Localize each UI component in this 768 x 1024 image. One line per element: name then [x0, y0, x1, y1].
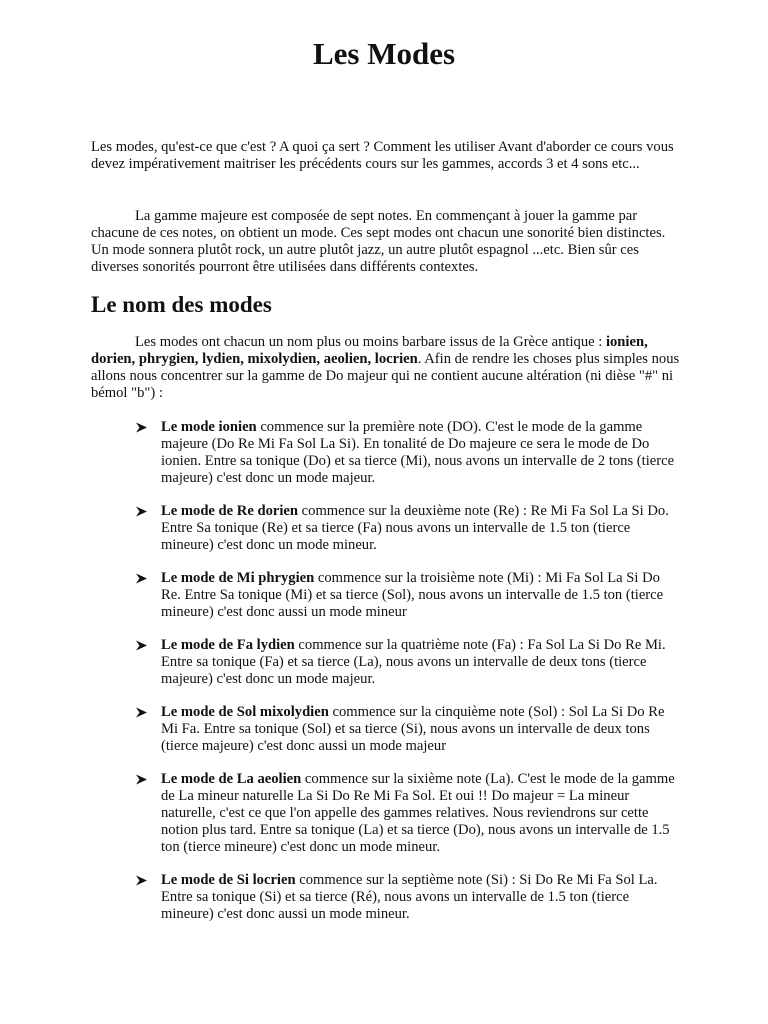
mode-name: Le mode de Si locrien [161, 872, 296, 888]
mode-description: commence sur la cinquième note (Sol) : Sol La Si Do Re Mi Fa. Entre sa tonique (Sol) et sa tierce (Si), nous avons un intervalle de deux tons (tierce majeure) c'est donc aussi un mode majeur [161, 704, 665, 754]
mode-description: commence sur la sixième note (La). C'est le mode de la gamme de La mineur naturelle La Si Do Re Mi Fa Sol. Et oui !! Do majeur = La mineur naturelle, c'est ce que l'on appelle des gammes relatives. Nous reviendrons sur cette notion plus tard. Entre sa tonique (La) et sa tierce (Do), nous avons un intervalle de 1.5 ton (tierce mineure) c'est donc un mode mineur. [161, 771, 675, 855]
list-item-lydien [91, 637, 681, 688]
list-item-mixolydien [91, 704, 681, 755]
mode-name: Le mode ionien [161, 419, 257, 435]
modes-list [91, 419, 681, 939]
section-heading: Le nom des modes [91, 292, 272, 317]
mode-names-list: ionien, dorien, phrygien, lydien, mixolydien, aeolien, locrien [91, 334, 648, 367]
list-item-phrygien [91, 570, 681, 621]
mode-names-paragraph [91, 334, 681, 402]
mode-name: Le mode de Fa lydien [161, 637, 295, 653]
mode-description: commence sur la septième note (Si) : Si Do Re Mi Fa Sol La. Entre sa tonique (Si) et sa tierce (Ré), nous avons un intervalle de 1.5 ton (tierce mineure) c'est donc aussi un mode mineur. [161, 872, 658, 922]
list-item-locrien [91, 872, 681, 923]
list-item-aeolien [91, 771, 681, 856]
mode-names-rest: . Afin de rendre les choses plus simples nous allons nous concentrer sur la gamme de Do majeur qui ne contient aucune altération (ni dièse "#" ni bémol "b") : [91, 351, 680, 401]
mode-description: commence sur la première note (DO). C'est le mode de la gamme majeure (Do Re Mi Fa Sol La Si). En tonalité de Do majeure ce sera le mode de Do ionien. Entre sa tonique (Do) et sa tierce (Mi), nous avons un intervalle de 2 tons (tierce majeure) c'est donc un mode majeur. [161, 419, 675, 486]
mode-description: commence sur la troisième note (Mi) : Mi Fa Sol La Si Do Re. Entre Sa tonique (Mi) et sa tierce (Sol), nous avons un intervalle de 1.5 ton (tierce mineure) c'est donc aussi un mode mineur [161, 570, 664, 620]
arrowhead-bullet-icon [135, 419, 149, 436]
mode-name: Le mode de Mi phrygien [161, 570, 315, 586]
major-scale-paragraph: La gamme majeure est composée de sept notes. En commençant à jouer la gamme par chacune de ces notes, on obtient un mode. Ces sept modes ont chacun une sonorité bien distinctes. Un mode sonnera plutôt rock, un autre plutôt jazz, un autre plutôt espagnol ...etc. Bien sûr ces diverses sonorités pourront être utilisées dans différents contextes. [91, 208, 666, 275]
mode-name: Le mode de Re dorien [161, 503, 299, 519]
mode-description: commence sur la quatrième note (Fa) : Fa Sol La Si Do Re Mi. Entre sa tonique (Fa) et sa tierce (La), nous avons un intervalle de deux tons (tierce majeure) c'est donc un mode majeur. [161, 637, 666, 687]
page-title: Les Modes [312, 36, 456, 71]
arrowhead-bullet-icon [135, 704, 149, 721]
mode-name: Le mode de Sol mixolydien [161, 704, 329, 720]
mode-description: commence sur la deuxième note (Re) : Re Mi Fa Sol La Si Do. Entre Sa tonique (Re) et sa tierce (Fa) nous avons un intervalle de 1.5 ton (tierce mineure) c'est donc un mode mineur. [161, 503, 669, 553]
list-item-ionien [91, 419, 681, 487]
arrowhead-bullet-icon [135, 872, 149, 889]
arrowhead-bullet-icon [135, 771, 149, 788]
arrowhead-bullet-icon [135, 570, 149, 587]
mode-names-lead: Les modes ont chacun un nom plus ou moins barbare issus de la Grèce antique : [135, 334, 606, 350]
mode-name: Le mode de La aeolien [161, 771, 302, 787]
list-item-dorien [91, 503, 681, 554]
arrowhead-bullet-icon [135, 637, 149, 654]
arrowhead-bullet-icon [135, 503, 149, 520]
intro-paragraph: Les modes, qu'est-ce que c'est ? A quoi ça sert ? Comment les utiliser Avant d'aborder ce cours vous devez impérativement maitriser les précédents cours sur les gammes, accords 3 et 4 sons etc... [91, 139, 674, 172]
